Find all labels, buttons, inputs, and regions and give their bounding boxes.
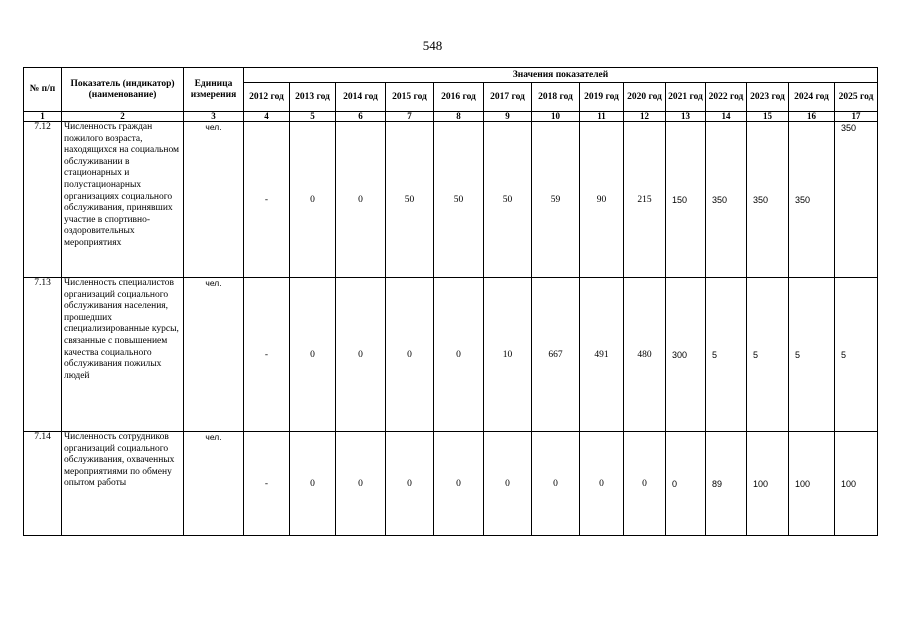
column-number: 9 (484, 112, 532, 122)
value-cell: 0 (386, 278, 434, 432)
value-cell: 5 (835, 278, 878, 432)
value-cell: 100 (789, 432, 835, 536)
column-number: 1 (24, 112, 62, 122)
column-number: 2 (62, 112, 184, 122)
value-cell: 100 (747, 432, 789, 536)
value-cell: 0 (336, 278, 386, 432)
header-year: 2021 год (666, 83, 706, 112)
value-cell: 480 (624, 278, 666, 432)
value-cell: 350 (747, 122, 789, 278)
value-cell: 0 (624, 432, 666, 536)
unit-cell: чел. (184, 278, 244, 432)
unit-cell: чел. (184, 432, 244, 536)
column-number: 3 (184, 112, 244, 122)
value-cell: 667 (532, 278, 580, 432)
column-numbers-row (24, 112, 878, 122)
table-row (24, 122, 878, 278)
value-cell: 50 (484, 122, 532, 278)
header-year: 2022 год (706, 83, 747, 112)
value-cell: 0 (336, 122, 386, 278)
value-cell: 350 (706, 122, 747, 278)
page-number: 548 (422, 38, 443, 53)
column-number: 17 (835, 112, 878, 122)
header-year: 2012 год (244, 83, 290, 112)
column-number: 8 (434, 112, 484, 122)
header-year: 2025 год (835, 83, 878, 112)
header-num: № п/п (24, 68, 62, 112)
header-row-1 (24, 68, 878, 83)
column-number: 12 (624, 112, 666, 122)
table-row (24, 278, 878, 432)
value-cell: 10 (484, 278, 532, 432)
column-number: 14 (706, 112, 747, 122)
column-number: 6 (336, 112, 386, 122)
indicators-table (23, 67, 878, 536)
header-year: 2020 год (624, 83, 666, 112)
value-cell: 5 (747, 278, 789, 432)
table-row (24, 432, 878, 536)
indicator-name: Численность граждан пожилого возраста, находящихся на социальном обслуживании в стационарных и полустационарных организациях социального обслуживания, принявших участие в спортивно-оздоровительных мероприятиях (62, 122, 184, 278)
header-indicator: Показатель (индикатор) (наименование) (62, 68, 184, 112)
value-cell: - (244, 278, 290, 432)
header-year: 2016 год (434, 83, 484, 112)
row-number: 7.12 (24, 122, 62, 278)
value-cell: 0 (290, 432, 336, 536)
value-cell: 0 (434, 432, 484, 536)
column-number: 16 (789, 112, 835, 122)
header-year: 2024 год (789, 83, 835, 112)
value-cell: 0 (484, 432, 532, 536)
header-year: 2013 год (290, 83, 336, 112)
value-cell: 89 (706, 432, 747, 536)
column-number: 7 (386, 112, 434, 122)
unit-cell: чел. (184, 122, 244, 278)
header-year: 2018 год (532, 83, 580, 112)
value-cell: 0 (336, 432, 386, 536)
value-cell: 0 (532, 432, 580, 536)
value-cell: 100 (835, 432, 878, 536)
value-cell: 0 (580, 432, 624, 536)
row-number: 7.14 (24, 432, 62, 536)
column-number: 15 (747, 112, 789, 122)
column-number: 5 (290, 112, 336, 122)
value-cell: 50 (386, 122, 434, 278)
value-cell: 0 (290, 122, 336, 278)
column-number: 13 (666, 112, 706, 122)
value-cell: - (244, 432, 290, 536)
row-number: 7.13 (24, 278, 62, 432)
value-cell: 300 (666, 278, 706, 432)
value-cell: 350 (789, 122, 835, 278)
header-year: 2015 год (386, 83, 434, 112)
value-cell: 0 (386, 432, 434, 536)
value-cell: 50 (434, 122, 484, 278)
value-cell: 350 (835, 122, 878, 278)
value-cell: 5 (706, 278, 747, 432)
header-values-group: Значения показателей (244, 68, 878, 83)
header-year: 2014 год (336, 83, 386, 112)
header-year: 2019 год (580, 83, 624, 112)
header-year: 2017 год (484, 83, 532, 112)
column-number: 10 (532, 112, 580, 122)
value-cell: 0 (290, 278, 336, 432)
header-unit: Единица измерения (184, 68, 244, 112)
value-cell: 491 (580, 278, 624, 432)
value-cell: 0 (434, 278, 484, 432)
column-number: 4 (244, 112, 290, 122)
value-cell: 59 (532, 122, 580, 278)
value-cell: 0 (666, 432, 706, 536)
value-cell: 215 (624, 122, 666, 278)
value-cell: - (244, 122, 290, 278)
value-cell: 90 (580, 122, 624, 278)
header-year: 2023 год (747, 83, 789, 112)
column-number: 11 (580, 112, 624, 122)
value-cell: 5 (789, 278, 835, 432)
indicator-name: Численность специалистов организаций социального обслуживания населения, прошедших специализированные курсы, связанные с повышением качества социального обслуживания пожилых людей (62, 278, 184, 432)
table-body (24, 122, 878, 536)
indicator-name: Численность сотрудников организаций социального обслуживания, охваченных мероприятиями по обмену опытом работы (62, 432, 184, 536)
value-cell: 150 (666, 122, 706, 278)
